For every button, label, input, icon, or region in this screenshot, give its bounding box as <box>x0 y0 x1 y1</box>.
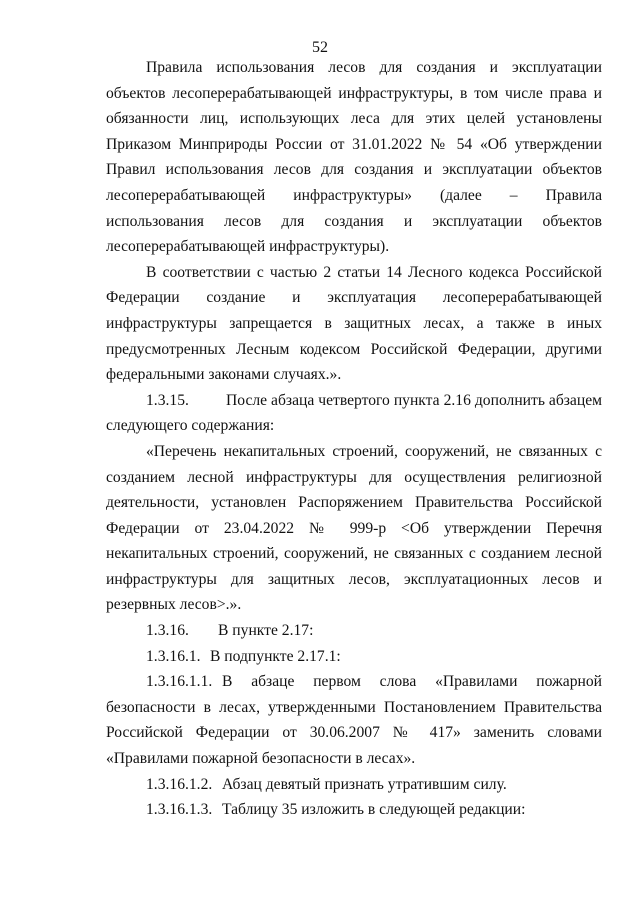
document-body <box>106 55 602 823</box>
paragraph-item-1-3-16-1-3 <box>106 797 602 823</box>
paragraph-item-1-3-16-1 <box>106 644 602 670</box>
item-text: После абзаца четвертого пункта 2.16 дополнить абзацем следующего содержания: <box>106 391 602 435</box>
paragraph-item-1-3-16-1-2 <box>106 772 602 798</box>
item-number: 1.3.16. <box>146 622 189 640</box>
item-text: Таблицу 35 изложить в следующей редакции: <box>222 801 526 819</box>
item-text: Абзац девятый признать утратившим силу. <box>222 775 507 793</box>
item-text: В пункте 2.17: <box>218 622 314 640</box>
item-text: В абзаце первом слова «Правилами пожарной безопасности в лесах, утвержденными Постановлением Правительства Российской Федерации от 30.06.2007 № 417» заменить словами «Правилами пожарной безопасности в лесах». <box>106 673 602 768</box>
paragraph-forest-use-rules: Правила использования лесов для создания и эксплуатации объектов лесоперерабатывающей инфраструктуры, в том числе права и обязанности лиц, использующих леса для этих целей установлены Приказом Минприроды России от 31.01.2022 № 54 «Об утверждении Правил использования лесов для создания и эксплуатации объектов лесоперерабатывающей инфраструктуры» (далее – Правила использования лесов для создания и эксплуатации объектов лесоперерабатывающей инфраструктуры). <box>106 59 602 256</box>
item-number: 1.3.16.1.2. <box>146 775 213 793</box>
item-text: В подпункте 2.17.1: <box>210 647 341 665</box>
item-number: 1.3.16.1.3. <box>146 801 213 819</box>
paragraph-noncapital-structures: «Перечень некапитальных строений, сооружений, не связанных с созданием лесной инфраструктуры для осуществления религиозной деятельности, установлен Распоряжением Правительства Российской Федерации от 23.04.2022 № 999-р <Об утверждении Перечня некапитальных строений, сооружений, не связанных с созданием лесной инфраструктуры для защитных лесов, эксплуатационных лесов и резервных лесов>.». <box>106 442 602 614</box>
item-number: 1.3.15. <box>146 391 189 409</box>
paragraph-forest-code-article: В соответствии с частью 2 статьи 14 Лесного кодекса Российской Федерации создание и эксплуатация лесоперерабатывающей инфраструктуры запрещается в защитных лесах, а также в иных предусмотренных Лесным кодексом Российской Федерации, другими федеральными законами случаях.». <box>106 263 602 384</box>
page-number: 52 <box>312 39 328 56</box>
paragraph-item-1-3-16-1-1 <box>106 669 602 771</box>
item-number: 1.3.16.1. <box>146 647 201 665</box>
paragraph-item-1-3-16 <box>106 618 602 644</box>
paragraph-item-1-3-15 <box>106 388 602 439</box>
item-number: 1.3.16.1.1. <box>146 673 213 691</box>
